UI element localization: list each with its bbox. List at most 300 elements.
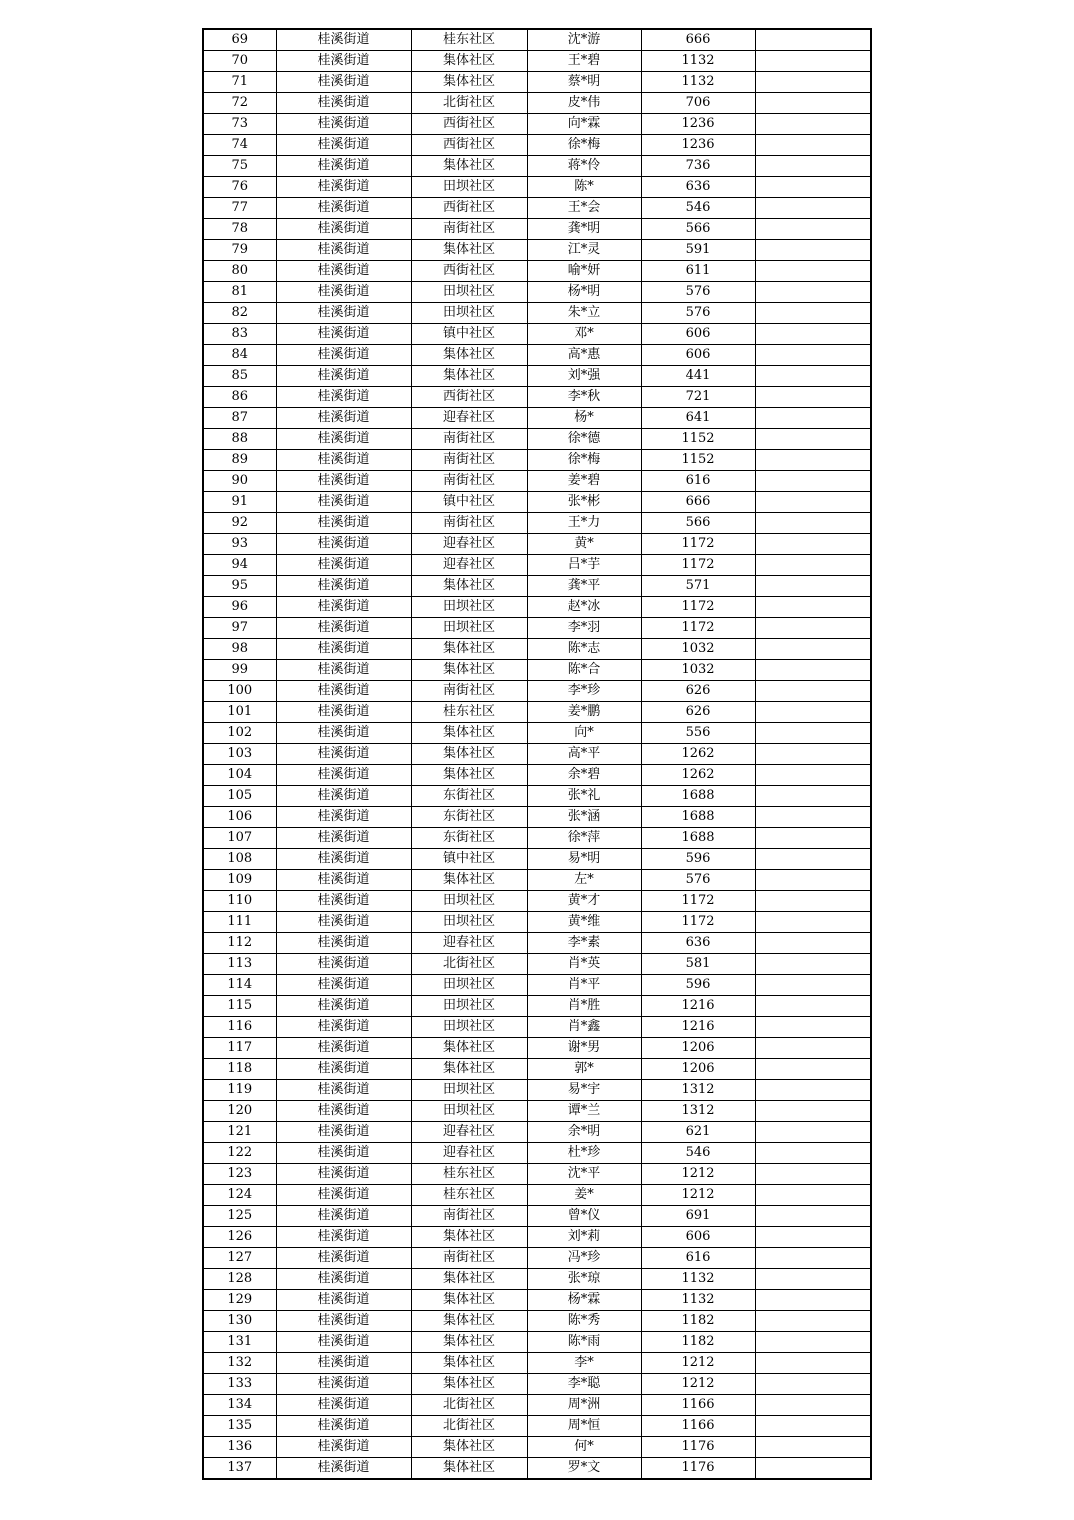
- street-cell: 桂溪街道: [276, 1038, 411, 1059]
- table-row: [203, 891, 871, 912]
- amount-cell: 626: [641, 702, 755, 723]
- remark-cell: [755, 450, 871, 471]
- amount-cell: 546: [641, 198, 755, 219]
- amount-cell: 1132: [641, 1290, 755, 1311]
- street-cell: 桂溪街道: [276, 576, 411, 597]
- remark-cell: [755, 1311, 871, 1332]
- street-cell: 桂溪街道: [276, 891, 411, 912]
- name-cell: 张*琼: [527, 1269, 641, 1290]
- amount-cell: 666: [641, 492, 755, 513]
- row-number-cell: 97: [203, 618, 276, 639]
- community-cell: 南街社区: [411, 429, 527, 450]
- street-cell: 桂溪街道: [276, 324, 411, 345]
- row-number-cell: 126: [203, 1227, 276, 1248]
- community-cell: 迎春社区: [411, 408, 527, 429]
- row-number-cell: 78: [203, 219, 276, 240]
- amount-cell: 736: [641, 156, 755, 177]
- community-cell: 南街社区: [411, 471, 527, 492]
- table-row: [203, 639, 871, 660]
- table-row: [203, 1332, 871, 1353]
- name-cell: 易*明: [527, 849, 641, 870]
- street-cell: 桂溪街道: [276, 933, 411, 954]
- row-number-cell: 125: [203, 1206, 276, 1227]
- amount-cell: 1166: [641, 1395, 755, 1416]
- row-number-cell: 72: [203, 93, 276, 114]
- street-cell: 桂溪街道: [276, 135, 411, 156]
- remark-cell: [755, 933, 871, 954]
- street-cell: 桂溪街道: [276, 492, 411, 513]
- community-cell: 集体社区: [411, 156, 527, 177]
- street-cell: 桂溪街道: [276, 975, 411, 996]
- name-cell: 易*宇: [527, 1080, 641, 1101]
- row-number-cell: 85: [203, 366, 276, 387]
- row-number-cell: 95: [203, 576, 276, 597]
- remark-cell: [755, 261, 871, 282]
- community-cell: 迎春社区: [411, 933, 527, 954]
- table-row: [203, 660, 871, 681]
- amount-cell: 1212: [641, 1353, 755, 1374]
- table-row: [203, 1269, 871, 1290]
- row-number-cell: 106: [203, 807, 276, 828]
- street-cell: 桂溪街道: [276, 114, 411, 135]
- table-row: [203, 1374, 871, 1395]
- name-cell: 谢*男: [527, 1038, 641, 1059]
- row-number-cell: 82: [203, 303, 276, 324]
- row-number-cell: 101: [203, 702, 276, 723]
- remark-cell: [755, 51, 871, 72]
- row-number-cell: 112: [203, 933, 276, 954]
- remark-cell: [755, 786, 871, 807]
- community-cell: 北街社区: [411, 1416, 527, 1437]
- name-cell: 余*明: [527, 1122, 641, 1143]
- row-number-cell: 133: [203, 1374, 276, 1395]
- row-number-cell: 117: [203, 1038, 276, 1059]
- table-row: [203, 387, 871, 408]
- name-cell: 周*洲: [527, 1395, 641, 1416]
- remark-cell: [755, 954, 871, 975]
- community-cell: 迎春社区: [411, 1122, 527, 1143]
- street-cell: 桂溪街道: [276, 912, 411, 933]
- remark-cell: [755, 996, 871, 1017]
- street-cell: 桂溪街道: [276, 513, 411, 534]
- amount-cell: 666: [641, 29, 755, 51]
- name-cell: 向*霖: [527, 114, 641, 135]
- name-cell: 邓*: [527, 324, 641, 345]
- amount-cell: 1262: [641, 765, 755, 786]
- amount-cell: 606: [641, 345, 755, 366]
- amount-cell: 1176: [641, 1458, 755, 1480]
- table-row: [203, 576, 871, 597]
- table-row: [203, 1437, 871, 1458]
- remark-cell: [755, 471, 871, 492]
- table-row: [203, 1185, 871, 1206]
- row-number-cell: 124: [203, 1185, 276, 1206]
- name-cell: 蔡*明: [527, 72, 641, 93]
- row-number-cell: 89: [203, 450, 276, 471]
- remark-cell: [755, 1164, 871, 1185]
- name-cell: 谭*兰: [527, 1101, 641, 1122]
- table-row: [203, 870, 871, 891]
- community-cell: 西街社区: [411, 387, 527, 408]
- street-cell: 桂溪街道: [276, 345, 411, 366]
- community-cell: 桂东社区: [411, 1185, 527, 1206]
- row-number-cell: 113: [203, 954, 276, 975]
- table-row: [203, 324, 871, 345]
- table-row: [203, 1017, 871, 1038]
- row-number-cell: 90: [203, 471, 276, 492]
- name-cell: 李*珍: [527, 681, 641, 702]
- name-cell: 姜*鹏: [527, 702, 641, 723]
- name-cell: 徐*梅: [527, 450, 641, 471]
- table-row: [203, 366, 871, 387]
- row-number-cell: 73: [203, 114, 276, 135]
- amount-cell: 1182: [641, 1332, 755, 1353]
- row-number-cell: 107: [203, 828, 276, 849]
- table-row: [203, 1311, 871, 1332]
- community-cell: 集体社区: [411, 660, 527, 681]
- table-row: [203, 744, 871, 765]
- street-cell: 桂溪街道: [276, 1017, 411, 1038]
- name-cell: 张*礼: [527, 786, 641, 807]
- amount-cell: 1212: [641, 1164, 755, 1185]
- remark-cell: [755, 1374, 871, 1395]
- street-cell: 桂溪街道: [276, 156, 411, 177]
- name-cell: 王*会: [527, 198, 641, 219]
- table-row: [203, 1059, 871, 1080]
- table-row: [203, 1227, 871, 1248]
- table-row: [203, 408, 871, 429]
- row-number-cell: 135: [203, 1416, 276, 1437]
- remark-cell: [755, 303, 871, 324]
- name-cell: 杨*明: [527, 282, 641, 303]
- community-cell: 集体社区: [411, 723, 527, 744]
- name-cell: 曾*仪: [527, 1206, 641, 1227]
- table-row: [203, 1290, 871, 1311]
- row-number-cell: 118: [203, 1059, 276, 1080]
- street-cell: 桂溪街道: [276, 954, 411, 975]
- row-number-cell: 74: [203, 135, 276, 156]
- amount-cell: 1312: [641, 1080, 755, 1101]
- table-row: [203, 1164, 871, 1185]
- amount-cell: 621: [641, 1122, 755, 1143]
- name-cell: 高*平: [527, 744, 641, 765]
- community-cell: 田坝社区: [411, 177, 527, 198]
- remark-cell: [755, 156, 871, 177]
- street-cell: 桂溪街道: [276, 1227, 411, 1248]
- street-cell: 桂溪街道: [276, 1416, 411, 1437]
- table-row: [203, 1458, 871, 1480]
- row-number-cell: 94: [203, 555, 276, 576]
- name-cell: 龚*明: [527, 219, 641, 240]
- street-cell: 桂溪街道: [276, 387, 411, 408]
- community-cell: 北街社区: [411, 93, 527, 114]
- remark-cell: [755, 1059, 871, 1080]
- remark-cell: [755, 1416, 871, 1437]
- name-cell: 江*灵: [527, 240, 641, 261]
- street-cell: 桂溪街道: [276, 828, 411, 849]
- row-number-cell: 110: [203, 891, 276, 912]
- row-number-cell: 122: [203, 1143, 276, 1164]
- amount-cell: 1172: [641, 912, 755, 933]
- remark-cell: [755, 198, 871, 219]
- remark-cell: [755, 219, 871, 240]
- remark-cell: [755, 891, 871, 912]
- name-cell: 徐*梅: [527, 135, 641, 156]
- remark-cell: [755, 555, 871, 576]
- amount-cell: 1172: [641, 555, 755, 576]
- remark-cell: [755, 660, 871, 681]
- amount-cell: 641: [641, 408, 755, 429]
- community-cell: 迎春社区: [411, 534, 527, 555]
- table-row: [203, 156, 871, 177]
- street-cell: 桂溪街道: [276, 1395, 411, 1416]
- street-cell: 桂溪街道: [276, 366, 411, 387]
- name-cell: 罗*文: [527, 1458, 641, 1480]
- row-number-cell: 76: [203, 177, 276, 198]
- amount-cell: 596: [641, 849, 755, 870]
- table-row: [203, 114, 871, 135]
- remark-cell: [755, 1269, 871, 1290]
- amount-cell: 1032: [641, 660, 755, 681]
- street-cell: 桂溪街道: [276, 93, 411, 114]
- amount-cell: 576: [641, 282, 755, 303]
- remark-cell: [755, 1227, 871, 1248]
- amount-cell: 1132: [641, 72, 755, 93]
- remark-cell: [755, 1290, 871, 1311]
- amount-cell: 1132: [641, 51, 755, 72]
- name-cell: 张*涵: [527, 807, 641, 828]
- name-cell: 姜*碧: [527, 471, 641, 492]
- beneficiary-table: [202, 28, 872, 1480]
- community-cell: 集体社区: [411, 1059, 527, 1080]
- remark-cell: [755, 429, 871, 450]
- community-cell: 田坝社区: [411, 975, 527, 996]
- street-cell: 桂溪街道: [276, 681, 411, 702]
- amount-cell: 556: [641, 723, 755, 744]
- remark-cell: [755, 702, 871, 723]
- name-cell: 陈*秀: [527, 1311, 641, 1332]
- community-cell: 南街社区: [411, 219, 527, 240]
- name-cell: 刘*莉: [527, 1227, 641, 1248]
- community-cell: 田坝社区: [411, 891, 527, 912]
- community-cell: 田坝社区: [411, 912, 527, 933]
- community-cell: 东街社区: [411, 828, 527, 849]
- street-cell: 桂溪街道: [276, 261, 411, 282]
- name-cell: 郭*: [527, 1059, 641, 1080]
- table-row: [203, 429, 871, 450]
- row-number-cell: 114: [203, 975, 276, 996]
- amount-cell: 1152: [641, 429, 755, 450]
- name-cell: 龚*平: [527, 576, 641, 597]
- amount-cell: 721: [641, 387, 755, 408]
- street-cell: 桂溪街道: [276, 72, 411, 93]
- name-cell: 陈*合: [527, 660, 641, 681]
- table-row: [203, 618, 871, 639]
- table-row: [203, 1248, 871, 1269]
- street-cell: 桂溪街道: [276, 198, 411, 219]
- community-cell: 集体社区: [411, 51, 527, 72]
- community-cell: 集体社区: [411, 576, 527, 597]
- table-row: [203, 345, 871, 366]
- table-row: [203, 1143, 871, 1164]
- name-cell: 姜*: [527, 1185, 641, 1206]
- table-row: [203, 975, 871, 996]
- remark-cell: [755, 93, 871, 114]
- street-cell: 桂溪街道: [276, 471, 411, 492]
- community-cell: 西街社区: [411, 114, 527, 135]
- community-cell: 桂东社区: [411, 1164, 527, 1185]
- row-number-cell: 86: [203, 387, 276, 408]
- community-cell: 集体社区: [411, 1332, 527, 1353]
- remark-cell: [755, 597, 871, 618]
- table-row: [203, 219, 871, 240]
- street-cell: 桂溪街道: [276, 1122, 411, 1143]
- name-cell: 肖*英: [527, 954, 641, 975]
- amount-cell: 576: [641, 303, 755, 324]
- community-cell: 田坝社区: [411, 1017, 527, 1038]
- row-number-cell: 70: [203, 51, 276, 72]
- table-row: [203, 450, 871, 471]
- table-row: [203, 1101, 871, 1122]
- amount-cell: 566: [641, 513, 755, 534]
- amount-cell: 1216: [641, 1017, 755, 1038]
- name-cell: 左*: [527, 870, 641, 891]
- remark-cell: [755, 723, 871, 744]
- street-cell: 桂溪街道: [276, 1164, 411, 1185]
- name-cell: 黄*才: [527, 891, 641, 912]
- row-number-cell: 71: [203, 72, 276, 93]
- street-cell: 桂溪街道: [276, 765, 411, 786]
- row-number-cell: 108: [203, 849, 276, 870]
- street-cell: 桂溪街道: [276, 639, 411, 660]
- street-cell: 桂溪街道: [276, 870, 411, 891]
- remark-cell: [755, 72, 871, 93]
- street-cell: 桂溪街道: [276, 849, 411, 870]
- community-cell: 东街社区: [411, 807, 527, 828]
- row-number-cell: 136: [203, 1437, 276, 1458]
- table-row: [203, 1395, 871, 1416]
- table-row: [203, 597, 871, 618]
- table-row: [203, 807, 871, 828]
- name-cell: 沈*平: [527, 1164, 641, 1185]
- table-row: [203, 555, 871, 576]
- community-cell: 北街社区: [411, 954, 527, 975]
- name-cell: 黄*: [527, 534, 641, 555]
- table-row: [203, 996, 871, 1017]
- name-cell: 肖*鑫: [527, 1017, 641, 1038]
- community-cell: 集体社区: [411, 72, 527, 93]
- amount-cell: 606: [641, 1227, 755, 1248]
- community-cell: 集体社区: [411, 1374, 527, 1395]
- remark-cell: [755, 912, 871, 933]
- name-cell: 刘*强: [527, 366, 641, 387]
- table-row: [203, 303, 871, 324]
- name-cell: 张*彬: [527, 492, 641, 513]
- remark-cell: [755, 807, 871, 828]
- community-cell: 集体社区: [411, 744, 527, 765]
- row-number-cell: 119: [203, 1080, 276, 1101]
- table-row: [203, 1416, 871, 1437]
- row-number-cell: 116: [203, 1017, 276, 1038]
- remark-cell: [755, 618, 871, 639]
- amount-cell: 626: [641, 681, 755, 702]
- row-number-cell: 77: [203, 198, 276, 219]
- remark-cell: [755, 1143, 871, 1164]
- street-cell: 桂溪街道: [276, 1080, 411, 1101]
- name-cell: 蒋*伶: [527, 156, 641, 177]
- amount-cell: 1172: [641, 597, 755, 618]
- table-row: [203, 513, 871, 534]
- street-cell: 桂溪街道: [276, 1143, 411, 1164]
- remark-cell: [755, 534, 871, 555]
- row-number-cell: 104: [203, 765, 276, 786]
- community-cell: 南街社区: [411, 450, 527, 471]
- community-cell: 集体社区: [411, 870, 527, 891]
- street-cell: 桂溪街道: [276, 408, 411, 429]
- remark-cell: [755, 29, 871, 51]
- street-cell: 桂溪街道: [276, 1206, 411, 1227]
- street-cell: 桂溪街道: [276, 219, 411, 240]
- remark-cell: [755, 1248, 871, 1269]
- table-row: [203, 261, 871, 282]
- name-cell: 陈*雨: [527, 1332, 641, 1353]
- community-cell: 集体社区: [411, 345, 527, 366]
- remark-cell: [755, 681, 871, 702]
- row-number-cell: 99: [203, 660, 276, 681]
- amount-cell: 1172: [641, 534, 755, 555]
- name-cell: 周*恒: [527, 1416, 641, 1437]
- row-number-cell: 111: [203, 912, 276, 933]
- street-cell: 桂溪街道: [276, 240, 411, 261]
- street-cell: 桂溪街道: [276, 1101, 411, 1122]
- remark-cell: [755, 387, 871, 408]
- name-cell: 朱*立: [527, 303, 641, 324]
- name-cell: 李*羽: [527, 618, 641, 639]
- street-cell: 桂溪街道: [276, 1248, 411, 1269]
- remark-cell: [755, 576, 871, 597]
- table-row: [203, 681, 871, 702]
- name-cell: 何*: [527, 1437, 641, 1458]
- row-number-cell: 91: [203, 492, 276, 513]
- community-cell: 田坝社区: [411, 597, 527, 618]
- row-number-cell: 100: [203, 681, 276, 702]
- amount-cell: 1032: [641, 639, 755, 660]
- community-cell: 西街社区: [411, 135, 527, 156]
- street-cell: 桂溪街道: [276, 597, 411, 618]
- table-row: [203, 240, 871, 261]
- row-number-cell: 121: [203, 1122, 276, 1143]
- street-cell: 桂溪街道: [276, 1185, 411, 1206]
- remark-cell: [755, 366, 871, 387]
- row-number-cell: 88: [203, 429, 276, 450]
- row-number-cell: 128: [203, 1269, 276, 1290]
- street-cell: 桂溪街道: [276, 1059, 411, 1080]
- row-number-cell: 109: [203, 870, 276, 891]
- street-cell: 桂溪街道: [276, 555, 411, 576]
- table-body: [203, 29, 871, 1479]
- name-cell: 王*碧: [527, 51, 641, 72]
- amount-cell: 616: [641, 471, 755, 492]
- remark-cell: [755, 1185, 871, 1206]
- community-cell: 集体社区: [411, 1290, 527, 1311]
- amount-cell: 1688: [641, 828, 755, 849]
- community-cell: 集体社区: [411, 639, 527, 660]
- street-cell: 桂溪街道: [276, 29, 411, 51]
- row-number-cell: 127: [203, 1248, 276, 1269]
- street-cell: 桂溪街道: [276, 996, 411, 1017]
- row-number-cell: 83: [203, 324, 276, 345]
- name-cell: 陈*志: [527, 639, 641, 660]
